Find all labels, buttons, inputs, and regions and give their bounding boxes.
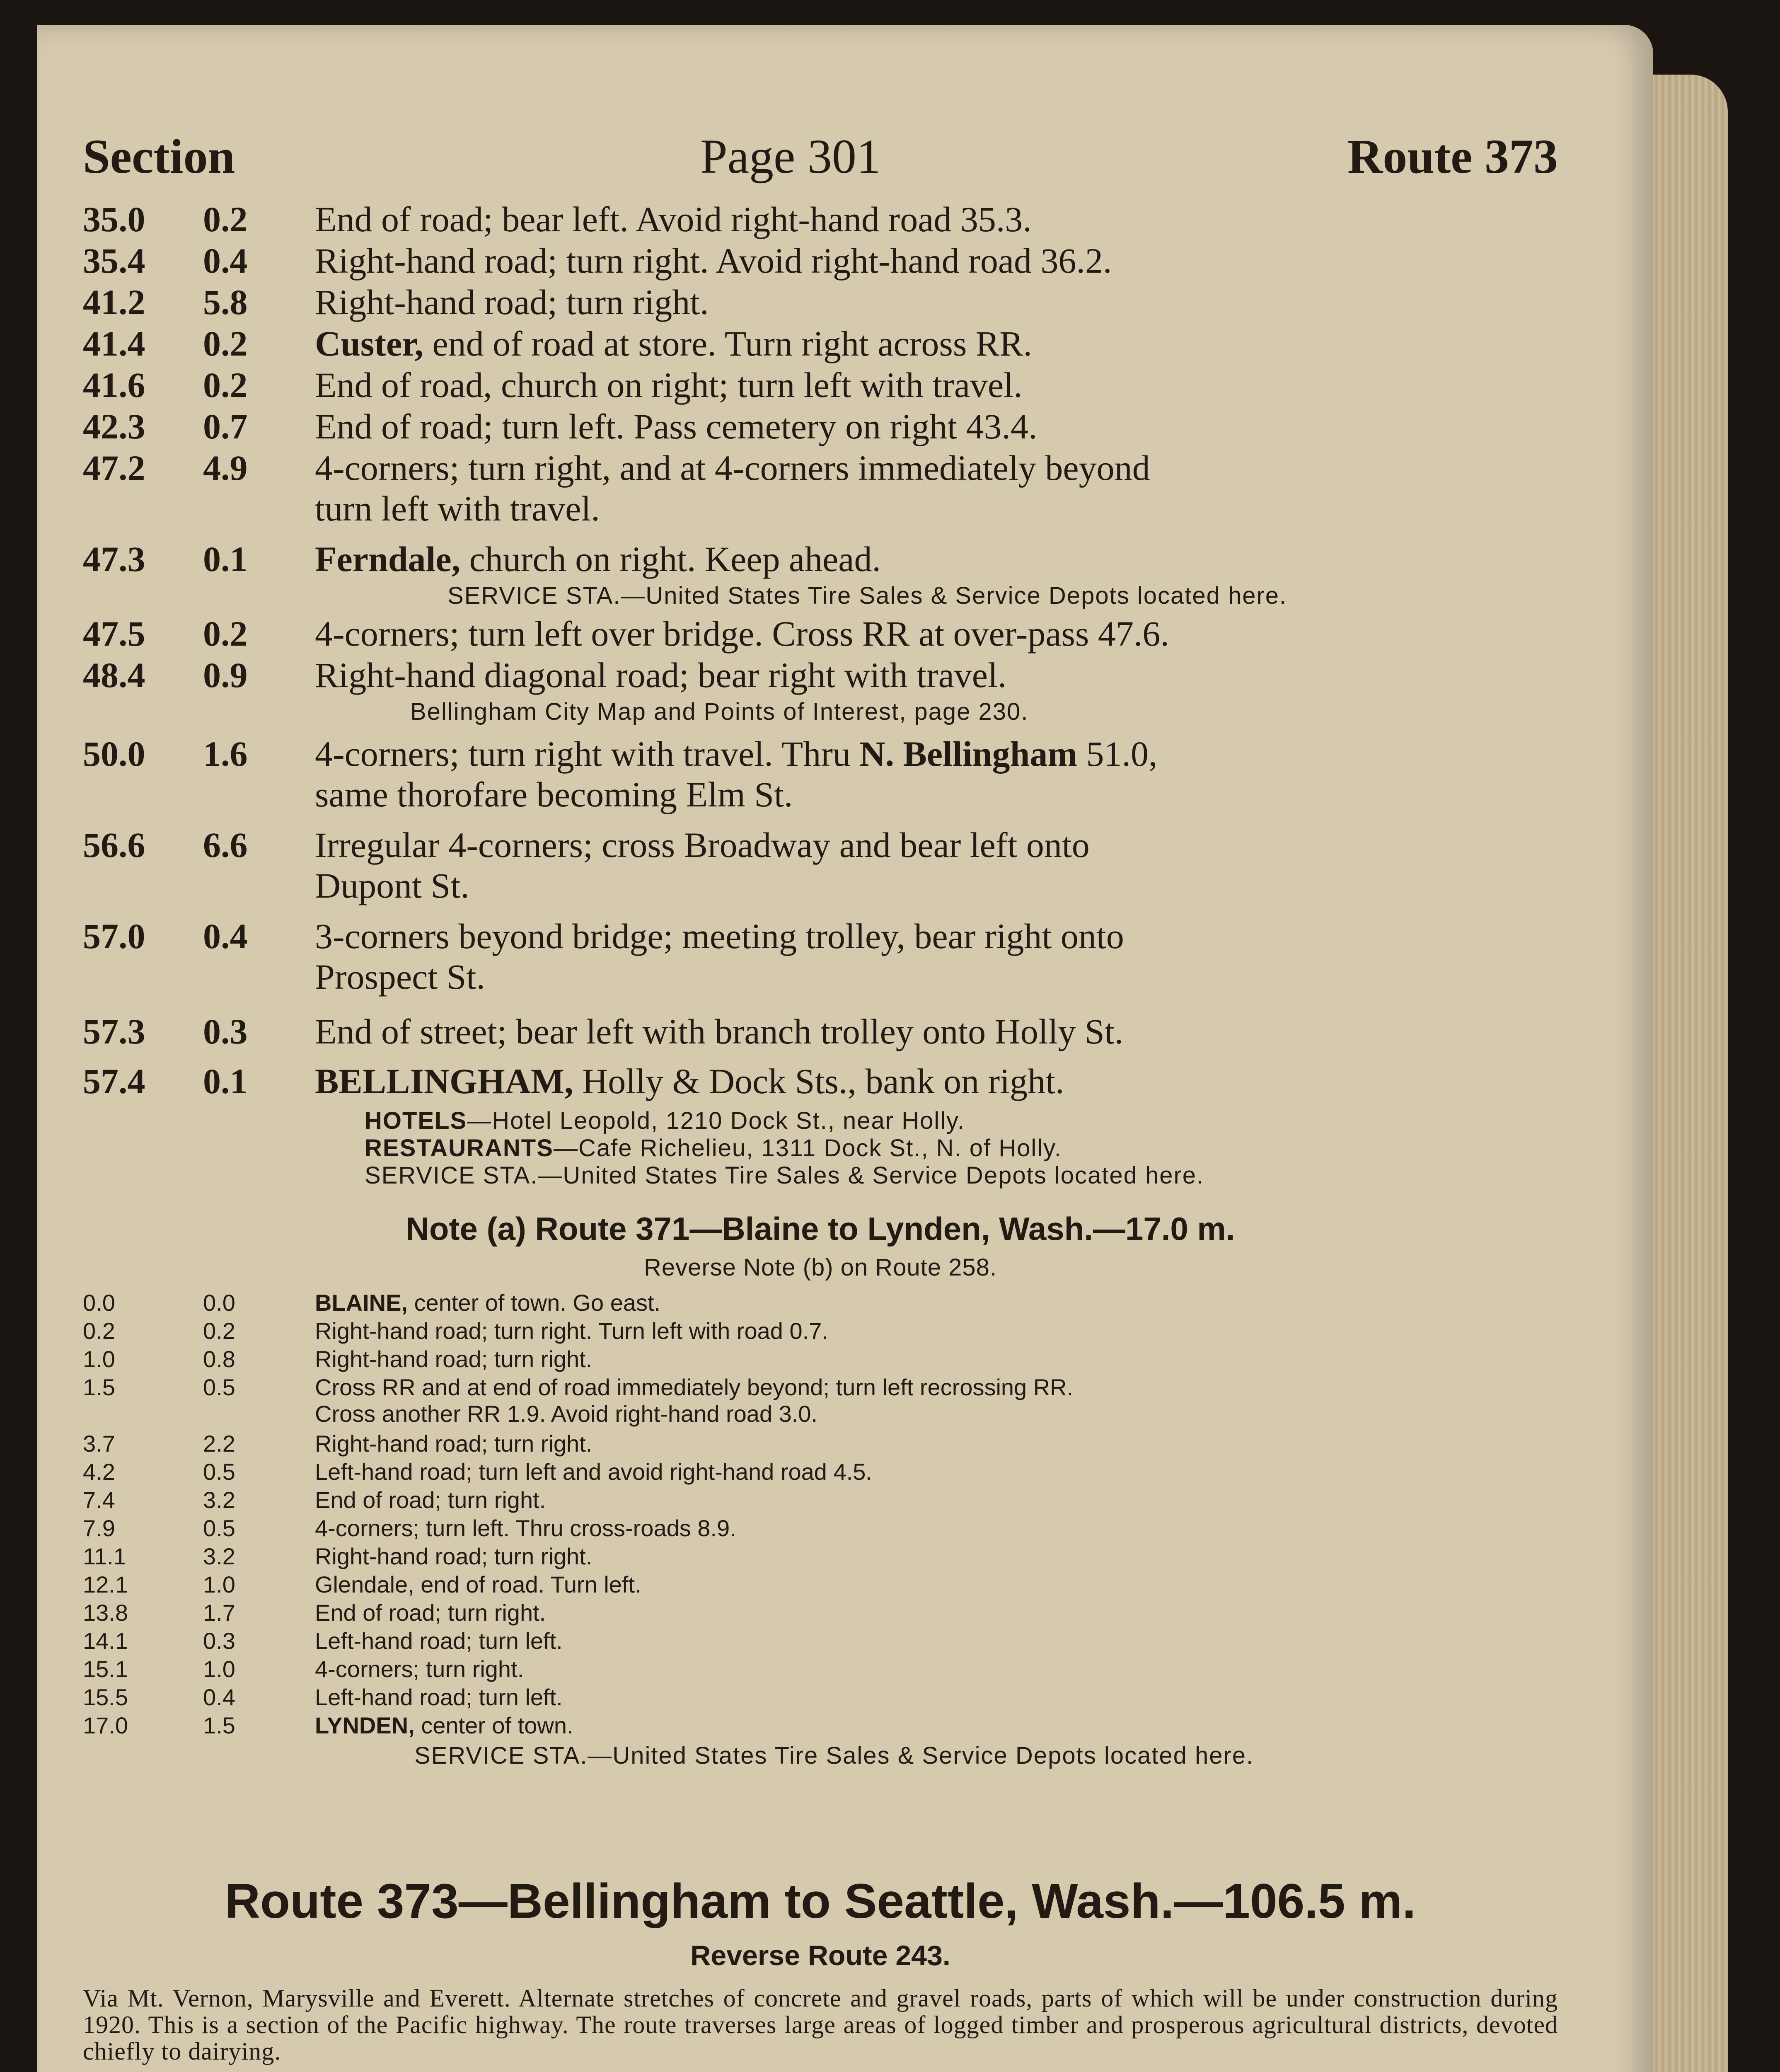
- service-station-note: SERVICE STA.—United States Tire Sales & Service Depots located here.: [414, 1742, 1254, 1769]
- route-label: Route 373: [1347, 129, 1558, 184]
- book-page: Section Page 301 Route 373 35.0 0.2 End of road; bear left. Avoid right-hand road 35.3. 35.4 0.4 Right-hand road; turn right. Avoid right-hand road 36.2. 41.2 5.8 Right-hand road; turn right. 41.4 0.2 Custer, end of road at store. Turn right across RR. 41.6 0.2 End of road, church on right; turn left with travel. 42.3 0.7 End of road; turn left. Pass cemetery on right 43.4. 47.2 4.9 4-corners; turn right, and at 4-corners immediately beyond turn left with travel. 47.3 0.1 Ferndale, church on right. Keep ahead. SERVICE STA.—United States Tire Sales & Service Depots located here. 47.5 0.2 4-corners; turn left over bridge. Cross RR at over-pass 47.6. 48.4 0.9 Right-hand diagonal road; bear right with travel. Bellingham City Map and Points of Interest, page 230. 50.0 1.6 4-corners; turn right with travel. Thru N. Bellingham 51.0, same thorofare becoming Elm St. 56.6 6.6 Irregular 4-corners; cross Broadway and bear left onto Dupont St. 57.0 0.4 3-corners beyond bridge; meeting trolley, bear right onto Prospect St. 57.3 0.3 End of street; bear left with branch trolley onto Holly St. 57.4 0.1 BELLINGHAM, Holly & Dock Sts., bank on right. HOTELS—Hotel Leopold, 1210 Dock St., near Holly. RESTAURANTS—Cafe Richelieu, 1311 Dock St., N. of Holly. SERVICE STA.—United States Tire Sales & Service Depots located here. Note (a) Route 371—Blaine to Lynden, Wash.—17.0 m. Reverse Note (b) on Route 258. 0.0 0.0 BLAINE, center of town. Go east. 0.2 0.2 Right-hand road; turn right. Turn left with road 0.7. 1.0 0.8 Right-hand road; turn right. 1.5 0.5 Cross RR and at end of road immediately beyond; turn left recrossing RR. Cross another RR 1.9. Avoid right-hand road 3.0. 3.7 2.2 Right-hand road; turn right. 4.2 0.5 Left-hand road; turn left and avoid right-hand road 4.5. 7.4 3.2 End of road; turn right. 7.9 0.5 4-corners; turn left. Thru cross-roads 8.9. 11.1 3.2 Right-hand road; turn right. 12.1 1.0 Glendale, end of road. Turn left. 13.8 1.7 End of road; turn right. 14.1 0.3 Left-hand road; turn left. 15.1 1.0 4-corners; turn right. 15.5 0.4 Left-hand road; turn left. 17.0 1.5 LYNDEN, center of town. SERVICE STA.—United States Tire Sales & Service Depots located here. Route 373—Bellingham to Seattle, Wash.—106.5 m. Reverse Route 243. Via Mt. Vernon, Marysville and Everett. Alternate stretches of concrete and gravel roads, parts of which will be under construction during 1920. This is a section of the Pacific highway. The route traverses large areas of logged timber and prosperous agricultural districts, devoted chiefly to dairying.: [37, 25, 1653, 2072]
- hotels-note: HOTELS—Hotel Leopold, 1210 Dock St., near Holly.: [365, 1107, 965, 1134]
- note-title: Note (a) Route 371—Blaine to Lynden, Wash.—17.0 m.: [406, 1210, 1235, 1247]
- place-name: N. Bellingham: [859, 734, 1077, 774]
- place-name: BELLINGHAM,: [315, 1061, 573, 1101]
- page-edge: [1653, 75, 1728, 2072]
- section-label: Section: [83, 129, 235, 184]
- place-name: Custer,: [315, 324, 423, 363]
- page-header: [83, 128, 1558, 186]
- restaurants-note: RESTAURANTS—Cafe Richelieu, 1311 Dock St., N. of Holly.: [365, 1135, 1062, 1162]
- note-subtitle: Reverse Note (b) on Route 258.: [643, 1254, 997, 1281]
- route-title: Route 373—Bellingham to Seattle, Wash.—106.5 m.: [225, 1874, 1416, 1929]
- place-name: Ferndale,: [315, 539, 461, 579]
- service-station-note: SERVICE STA.—United States Tire Sales & Service Depots located here.: [365, 1162, 1204, 1189]
- route-description: Via Mt. Vernon, Marysville and Everett. Alternate stretches of concrete and gravel roads, parts of which will be under construction during 1920. This is a section of the Pacific highway. The route traverses large areas of logged timber and prosperous agricultural districts, devoted chiefly to dairying.: [83, 1985, 1558, 2065]
- city-map-note: Bellingham City Map and Points of Interest, page 230.: [410, 698, 1029, 725]
- route-subtitle: Reverse Route 243.: [690, 1940, 950, 1971]
- page-number: Page 301: [700, 129, 881, 184]
- service-station-note: SERVICE STA.—United States Tire Sales & Service Depots located here.: [447, 582, 1287, 609]
